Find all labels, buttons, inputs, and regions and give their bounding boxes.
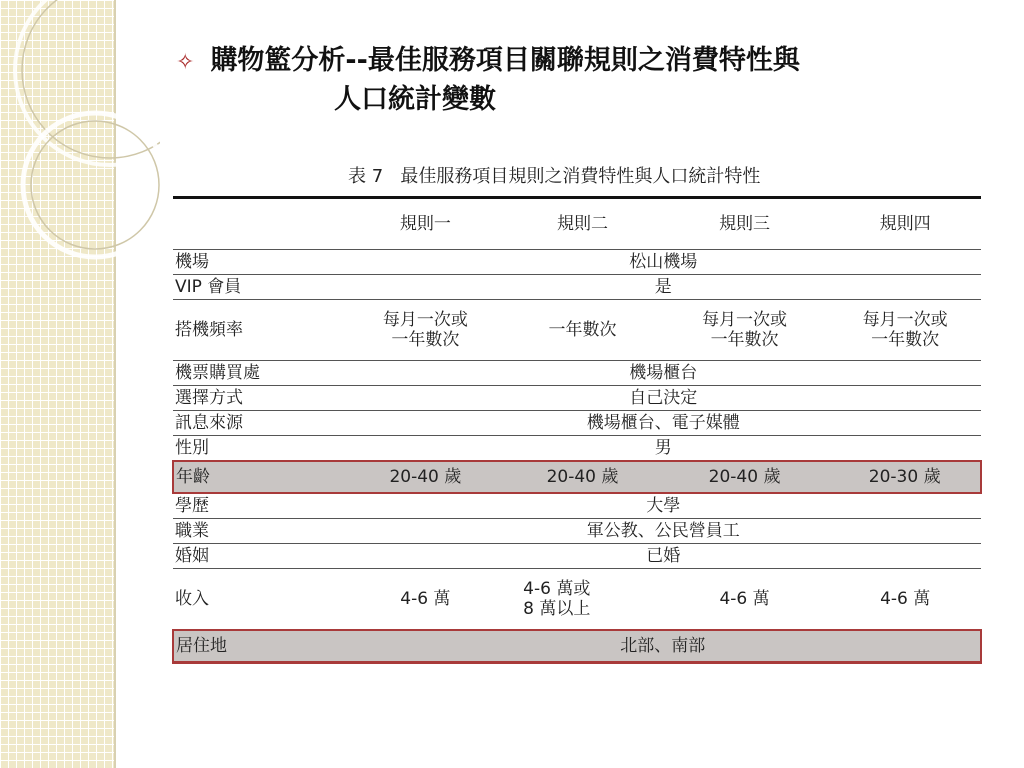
table-row: [173, 300, 981, 361]
title-line-1: 購物籃分析--最佳服務項目關聯規則之消費特性與: [210, 45, 800, 76]
cell: 20-40 歲: [660, 461, 830, 493]
header-rule-4: 規則四: [829, 198, 981, 250]
table-caption: 表 7 最佳服務項目規則之消費特性與人口統計特性: [348, 166, 761, 187]
decorative-rings: [0, 0, 160, 768]
cell: 4-6 萬: [660, 569, 830, 631]
merged-cell: 機場櫃台、電子媒體: [346, 411, 981, 436]
table-row-highlighted: [173, 630, 981, 663]
header-rule-2: 規則二: [505, 198, 660, 250]
cell: 20-40 歲: [505, 461, 660, 493]
cell: 每月一次或 一年數次: [346, 300, 506, 361]
rules-table: [172, 196, 982, 664]
table-row: [173, 250, 981, 275]
cell: 20-30 歲: [829, 461, 981, 493]
row-label: 機票購買處: [173, 361, 346, 386]
merged-cell: 男: [346, 436, 981, 462]
cell: 20-40 歲: [346, 461, 506, 493]
row-label: 收入: [173, 569, 346, 631]
merged-cell: 軍公教、公民營員工: [346, 519, 981, 544]
header-rule-1: 規則一: [346, 198, 506, 250]
row-label: 婚姻: [173, 544, 346, 569]
row-label: VIP 會員: [173, 275, 346, 300]
merged-cell: 北部、南部: [346, 630, 981, 663]
merged-cell: 已婚: [346, 544, 981, 569]
merged-cell: 松山機場: [346, 250, 981, 275]
cell: 每月一次或 一年數次: [660, 300, 830, 361]
header-rule-3: 規則三: [660, 198, 830, 250]
row-label: 機場: [173, 250, 346, 275]
table-row: [173, 361, 981, 386]
cell: 4-6 萬: [346, 569, 506, 631]
table-row: [173, 436, 981, 462]
cell: 一年數次: [505, 300, 660, 361]
row-label: 年齡: [173, 461, 346, 493]
table-row-highlighted: [173, 461, 981, 493]
title-line-2: 人口統計變數: [334, 84, 496, 115]
merged-cell: 機場櫃台: [346, 361, 981, 386]
merged-cell: 大學: [346, 493, 981, 519]
cell: 4-6 萬或 8 萬以上: [505, 569, 660, 631]
header-blank: [173, 198, 346, 250]
slide-title: [176, 42, 976, 118]
row-label: 學歷: [173, 493, 346, 519]
table-row: [173, 275, 981, 300]
table-header-row: [173, 198, 981, 250]
table-row: [173, 519, 981, 544]
merged-cell: 是: [346, 275, 981, 300]
row-label: 選擇方式: [173, 386, 346, 411]
table-row: [173, 411, 981, 436]
merged-cell: 自己決定: [346, 386, 981, 411]
row-label: 職業: [173, 519, 346, 544]
row-label: 搭機頻率: [173, 300, 346, 361]
cell: 4-6 萬: [829, 569, 981, 631]
table-row: [173, 544, 981, 569]
row-label: 性別: [173, 436, 346, 462]
table-row: [173, 386, 981, 411]
diamond-star-icon: ✧: [176, 50, 195, 75]
table-row: [173, 569, 981, 631]
row-label: 訊息來源: [173, 411, 346, 436]
row-label: 居住地: [173, 630, 346, 663]
cell: 每月一次或 一年數次: [829, 300, 981, 361]
table-row: [173, 493, 981, 519]
